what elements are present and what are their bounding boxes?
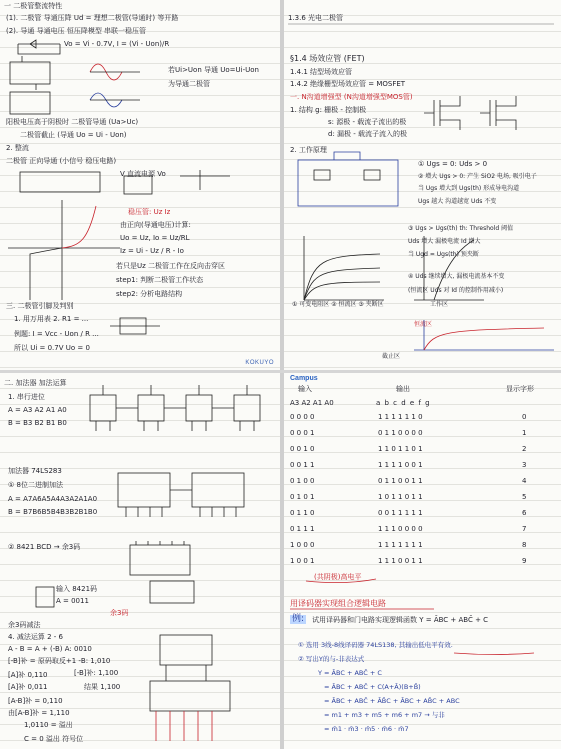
note-line: (1). 二极管 导通压降 Ud = 理想二极管(导通时) 等开路 [6,14,179,22]
solution-line: = ĀBC + ABC̄ + C(A+Ā)(B+B̄) [324,683,421,691]
note-line: 截止区 [382,353,401,360]
note-line: s: 源极 - 载流子流出的极 [328,118,407,126]
note-line: Ugs 越大 沟道越宽 Uds 不变 [418,198,497,205]
table-row-out: 1 1 0 1 1 0 1 [378,445,423,453]
note-line: 输入 8421码 [56,585,98,593]
notebook-brand: KOKUYO [245,360,274,366]
note-line: 1.4.1 结型场效应管 [290,68,353,76]
solution-line: = ĀBC + ABC̄ + ĀB̄C + ĀBC + AB̄C + ABC [324,697,460,705]
note-line: 由正向(导通电压)计算: [120,221,191,229]
note-line: 二极管截止 (导通 Uo = Ui - Uon) [20,131,127,139]
note-line: 当 Ugs 增大到 Ugs(th) 形成导电沟道 [418,185,520,192]
table-row-in: 1 0 0 1 [290,557,315,565]
note-line: 当 Ugd = Ugs(th) 预夹断 [408,251,479,258]
note-line: 二极管 正向导通 (小信号 稳压电路) [6,157,117,165]
example-label: 例: [292,614,305,624]
section-heading: 2. 整流 [6,144,29,152]
underline-marks [284,373,561,749]
table-row-digit: 5 [522,493,527,501]
table-row-digit: 4 [522,477,527,485]
note-line: 由[A-B]补 = 1,110 [8,709,70,717]
note-line: B = B7B6B5B4B3B2B1B0 [8,508,98,516]
table-row-out: 0 1 1 0 0 1 1 [378,477,423,485]
red-note: 余3码 [110,609,129,617]
note-line: 所以 Ui = 0.7V Uo = 0 [14,344,90,352]
table-row-out: 1 1 1 0 0 1 1 [378,557,423,565]
note-line: 若Ui>Uon 导通 Uo=Ui-Uon [168,66,259,74]
input-labels: A3 A2 A1 A0 [290,399,334,407]
notebook-page-top-right [284,0,561,370]
table-row-out: 0 0 1 1 1 1 1 [378,509,423,517]
section-heading: 二. 加法器 加法运算 [4,379,67,387]
table-row-out: 1 1 1 1 1 1 1 [378,541,423,549]
solution-line: = m̄1 · m̄3 · m̄5 · m̄6 · m̄7 [324,725,409,733]
note-formula: Uo = Uz, Io = Uz/RL [120,234,190,242]
page-divider [0,370,561,373]
solution-line: = m1 + m3 + m5 + m6 + m7 → 与非 [324,711,445,719]
notebook-page-top-left [0,0,280,370]
table-row-in: 0 1 1 1 [290,525,315,533]
table-row-in: 0 1 1 0 [290,509,315,517]
table-row-out: 1 1 1 1 1 1 0 [378,413,423,421]
note-line: ① 8位二进制加法 [8,481,63,489]
table-row-in: 0 0 0 0 [290,413,315,421]
circuit-sketches [0,0,280,370]
solution-line: ① 选用 3线-8线译码器 74LS138, 其输出低电平有效. [298,641,453,649]
note-line: 1,0110 = 溢出 [24,721,73,729]
note-line: ① Ugs = 0: Uds > 0 [418,160,488,168]
page-title: 一 二极管整流特性 [4,2,63,10]
note-line: [-B]补: 1,100 [74,669,119,677]
table-row-out: 0 1 1 0 0 0 0 [378,429,423,437]
note-line: 1. 用万用表 2. R1 = ... [14,315,89,323]
note-line: [A]补 0,011 [8,683,48,691]
output-labels: a b c d e f g [376,399,431,407]
note-line: ③ Ugs > Ugs(th) th: Threshold 阈值 [408,225,514,232]
solution-line: ② 写出Y的与-非表达式 [298,655,365,663]
note-line: 例题: I = Vcc - Uon / R ... [14,330,99,338]
note-line: A - B = A + (-B) A: 0010 [8,645,92,653]
note-line: step1: 判断二极管工作状态 [116,276,204,284]
table-header-display: 显示字形 [506,385,534,393]
mosfet-sketches [284,0,561,370]
note-line: A = A3 A2 A1 A0 [8,406,67,414]
notebook-brand: Campus [290,375,318,382]
note-line: 1. 串行进位 [8,393,45,401]
table-row-digit: 2 [522,445,527,453]
note-line: 1. 结构 g: 栅极 - 控制极 [290,106,367,114]
note-line: 为导通二极管 [168,80,210,88]
table-row-in: 0 1 0 1 [290,493,315,501]
table-row-out: 1 1 1 1 0 0 1 [378,461,423,469]
red-note: 一. N沟道增强型 (N沟道增强型MOS管) [290,93,413,101]
note-line: [A-B]补 = 0,110 [8,697,63,705]
table-row-digit: 6 [522,509,527,517]
note-line: ④ Uds 继续增大, 漏极电流基本不变 [408,273,505,280]
table-header-inputs: 输入 [298,385,312,393]
adder-diagrams [0,373,280,749]
section-heading: 余3码减法 [8,621,41,629]
note-line: ① 可变电阻区 ② 恒流区 ③ 夹断区 [292,301,384,308]
note-line: (恒流区 Uds 对 Id 的控制作用减小) [408,287,504,294]
table-row-in: 1 0 0 0 [290,541,315,549]
note-line: A = 0011 [56,597,89,605]
table-row-digit: 3 [522,461,527,469]
note-formula: Vo = Vi - 0.7V, I = (Vi - Uon)/R [64,40,170,48]
note-line: B = B3 B2 B1 B0 [8,419,67,427]
table-row-out: 1 1 1 0 0 0 0 [378,525,423,533]
note-line: step2: 分析电路结构 [116,290,183,298]
table-row-digit: 0 [522,413,527,421]
table-row-in: 0 0 1 1 [290,461,315,469]
red-note: 恒流区 [414,321,433,328]
solution-line: Y = ĀBC + ABC̄ + C [318,669,382,677]
note-line: ② 8421 BCD → 余3码 [8,543,81,551]
table-row-in: 0 0 0 1 [290,429,315,437]
note-line: Uds 增大 漏极电流 Id 增大 [408,238,481,245]
table-header-outputs: 输出 [396,385,410,393]
note-line: ② 增大 Ugs > 0: 产生 SiO2 电场, 吸引电子 [418,173,537,180]
section-heading: 三. 二极管引脚及判别 [6,302,74,310]
table-row-in: 0 0 1 0 [290,445,315,453]
table-row-digit: 1 [522,429,527,437]
section-heading: 用译码器实现组合逻辑电路 [290,599,386,608]
note-line: 加法器 74LS283 [8,467,62,475]
note-line: [-B]补 = 原码取反+1 -B: 1,010 [8,657,111,665]
red-note: (共阴极)高电平 [314,573,362,581]
note-line: 结果 1,100 [84,683,121,691]
table-row-in: 0 1 0 0 [290,477,315,485]
table-row-out: 1 0 1 1 0 1 1 [378,493,423,501]
section-heading: 1.3.6 光电二极管 [288,14,344,22]
notebook-page-bottom-left [0,373,280,749]
section-heading: 2. 工作原理 [290,146,327,154]
note-line: C = 0 溢出 符号位 [24,735,84,743]
red-note: 稳压管: Uz Iz [128,208,171,216]
table-row-digit: 8 [522,541,527,549]
note-line: 工作区 [430,301,449,308]
table-row-digit: 9 [522,557,527,565]
note-line: 4. 减法运算 2 - 6 [8,633,64,641]
note-line: 若只是Uz 二极管工作在反向击穿区 [116,262,226,270]
notebook-spine [280,0,284,749]
table-row-digit: 7 [522,525,527,533]
chapter-heading: §1.4 场效应管 (FET) [290,54,365,63]
note-line: d: 漏极 - 载流子流入的极 [328,130,408,138]
note-line: [A]补 0,110 [8,671,48,679]
note-formula: Iz = Ui - Uz / R - Io [120,247,184,255]
note-line: (2). 导通 导通电压 恒压降模型 串联一稳压管 [6,27,147,35]
note-line: 1.4.2 绝缘栅型场效应管 = MOSFET [290,80,406,88]
note-line: A = A7A6A5A4A3A2A1A0 [8,495,98,503]
note-line: V 直流电源 Vo [120,170,166,178]
example-text: 试用译码器和门电路实现逻辑函数 Y = ĀBC + ABC̄ + C [312,616,489,624]
note-line: 阳极电压高于阴极时 二极管导通 (Ua>Uc) [6,118,139,126]
notebook-page-bottom-right [284,373,561,749]
